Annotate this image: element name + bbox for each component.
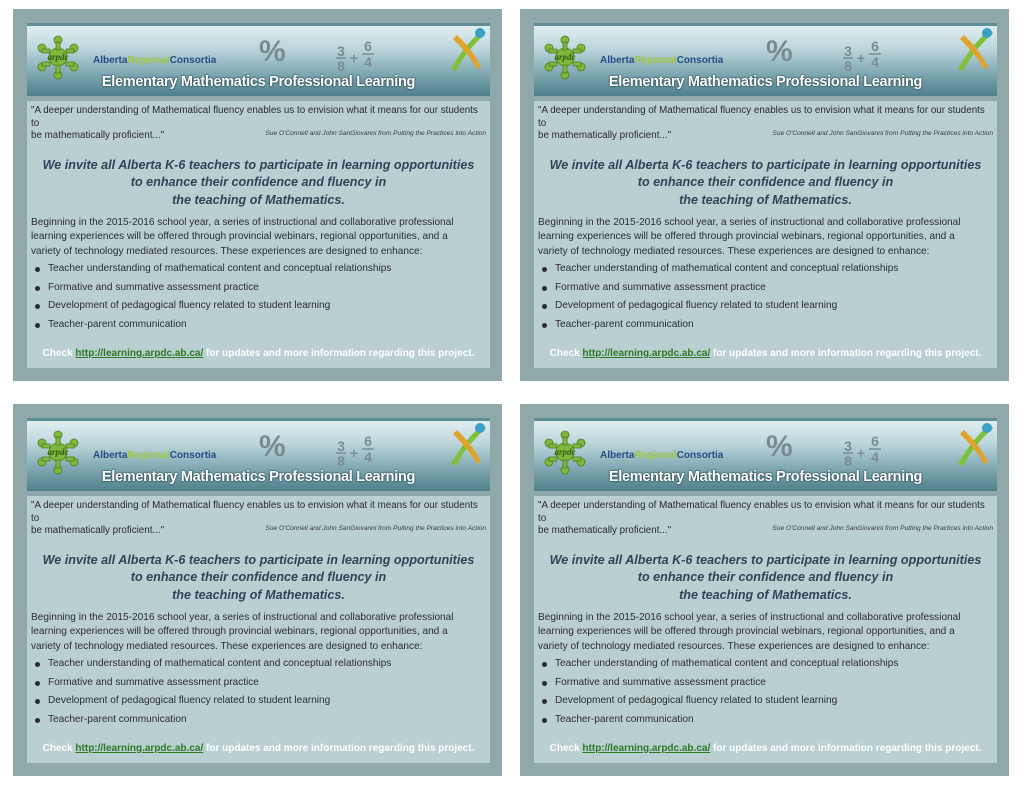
org-name-prefix: Alberta [93, 450, 128, 461]
footer-prefix: Check [42, 743, 76, 754]
goal-list-item [538, 711, 993, 730]
intro-line-1: Beginning in the 2015-2016 school year, a series of instructional and collaborative professional [31, 217, 454, 228]
quote-attribution: Sue O'Connell and John SanGiovanni from Putting the Practices into Action [265, 130, 486, 137]
org-name-mid: Regional [634, 450, 677, 461]
fraction-a-denominator: 8 [844, 58, 852, 73]
invite-line-3: the teaching of Mathematics. [172, 587, 345, 602]
goal-list-item [31, 655, 486, 674]
goal-list-item [31, 279, 486, 298]
org-name-suffix: Consortia [169, 450, 217, 461]
fraction-sum-graphic [335, 39, 383, 73]
fraction-plus: + [349, 445, 359, 461]
goal-list-item [31, 316, 486, 335]
org-name [600, 450, 723, 461]
goal-text: Formative and summative assessment practice [555, 281, 766, 293]
goal-text: Teacher understanding of mathematical content and conceptual relationships [555, 263, 899, 274]
fraction-sum-graphic [842, 434, 890, 468]
goal-list-item [31, 297, 486, 316]
flyer-card [520, 404, 1009, 776]
flyer-banner [534, 418, 997, 491]
org-name-mid: Regional [127, 450, 170, 461]
invite-line-1: We invite all Alberta K-6 teachers to participate in learning opportunities [549, 553, 982, 567]
x-swoosh-logo-icon [952, 25, 996, 71]
goal-text: Formative and summative assessment practice [48, 281, 259, 293]
flyer-banner [27, 418, 490, 491]
goal-list-item [31, 711, 486, 730]
footer-prefix: Check [42, 348, 76, 359]
quote-attribution: Sue O'Connell and John SanGiovanni from Putting the Practices into Action [265, 525, 486, 532]
flyer-body [534, 101, 997, 368]
x-swoosh-logo-icon [952, 420, 996, 466]
banner-title: Elementary Mathematics Professional Learning [101, 469, 416, 485]
goal-text: Teacher understanding of mathematical content and conceptual relationships [555, 658, 899, 669]
footer-suffix: for updates and more information regarding this project. [710, 348, 982, 359]
bullet-dot-icon [542, 286, 547, 291]
footer-suffix: for updates and more information regarding this project. [710, 743, 982, 754]
fraction-a-denominator: 8 [337, 453, 345, 468]
percent-symbol: % [259, 35, 286, 68]
quote-line-1: "A deeper understanding of Mathematical fluency enables us to envision what it means for our students to [538, 105, 985, 129]
goal-text: Teacher-parent communication [555, 714, 694, 726]
project-link[interactable]: http://learning.arpdc.ab.ca/ [75, 348, 204, 359]
invite-line-3: the teaching of Mathematics. [679, 587, 852, 602]
invite-line-2: to enhance their confidence and fluency in [130, 175, 387, 190]
logo-text: arpdc [554, 52, 576, 62]
flyer-card [13, 9, 502, 381]
intro-line-2: learning experiences will be offered through provincial webinars, regional opportunities, and a [31, 626, 448, 638]
flyer-body [534, 496, 997, 763]
bullet-dot-icon [35, 681, 40, 686]
banner-top-stripe [27, 23, 490, 26]
org-name-prefix: Alberta [600, 450, 635, 461]
footer-prefix: Check [549, 348, 583, 359]
invite-line-2: to enhance their confidence and fluency in [637, 570, 894, 585]
org-name [93, 55, 216, 66]
bullet-dot-icon [542, 662, 547, 667]
org-name [93, 450, 216, 461]
goal-text: Teacher-parent communication [555, 319, 694, 331]
fraction-b-numerator: 6 [364, 434, 372, 449]
goal-text: Development of pedagogical fluency related to student learning [555, 695, 838, 707]
invite-line-3: the teaching of Mathematics. [172, 192, 345, 207]
quote-line-2: be mathematically proficient..." [31, 525, 165, 536]
banner-top-stripe [534, 23, 997, 26]
quote-line-2: be mathematically proficient..." [31, 130, 165, 141]
flyer-body [27, 101, 490, 368]
invite-line-3: the teaching of Mathematics. [679, 192, 852, 207]
flyer-body [27, 496, 490, 763]
fraction-sum-graphic [335, 434, 383, 468]
banner-title: Elementary Mathematics Professional Learning [101, 74, 416, 90]
fraction-b-numerator: 6 [871, 434, 879, 449]
org-name-prefix: Alberta [93, 55, 128, 66]
quote-line-1: "A deeper understanding of Mathematical fluency enables us to envision what it means for our students to [538, 500, 985, 524]
footer-suffix: for updates and more information regarding this project. [203, 348, 475, 359]
invitation-heading [27, 157, 490, 209]
goal-text: Formative and summative assessment practice [48, 676, 259, 688]
fraction-b-denominator: 4 [364, 449, 372, 465]
flyer-banner [534, 23, 997, 96]
invite-line-1: We invite all Alberta K-6 teachers to participate in learning opportunities [42, 158, 475, 172]
org-name-suffix: Consortia [169, 55, 217, 66]
invite-line-1: We invite all Alberta K-6 teachers to participate in learning opportunities [42, 553, 475, 567]
fraction-a-numerator: 3 [337, 43, 345, 59]
intro-line-2: learning experiences will be offered through provincial webinars, regional opportunities, and a [31, 231, 448, 243]
logo-text: arpdc [47, 447, 69, 457]
quote-attribution: Sue O'Connell and John SanGiovanni from Putting the Practices into Action [772, 525, 993, 532]
fraction-b-denominator: 4 [871, 449, 879, 465]
bullet-dot-icon [542, 699, 547, 704]
flyer-banner [27, 23, 490, 96]
goals-list [31, 260, 486, 335]
intro-line-3: variety of technology mediated resources. These experiences are designed to enhance: [538, 640, 930, 652]
percent-symbol: % [766, 430, 793, 463]
quote-line-2: be mathematically proficient..." [538, 130, 672, 141]
bullet-dot-icon [542, 304, 547, 309]
banner-top-stripe [534, 418, 997, 421]
intro-line-1: Beginning in the 2015-2016 school year, a series of instructional and collaborative professional [538, 217, 961, 228]
intro-line-1: Beginning in the 2015-2016 school year, a series of instructional and collaborative professional [538, 612, 961, 623]
intro-paragraph [31, 216, 488, 259]
footer-note [534, 348, 997, 359]
invitation-heading [534, 157, 997, 209]
fraction-sum-graphic [842, 39, 890, 73]
goal-list-item [538, 297, 993, 316]
invite-line-2: to enhance their confidence and fluency in [130, 570, 387, 585]
org-name-mid: Regional [127, 55, 170, 66]
logo-text: arpdc [47, 52, 69, 62]
goals-list [538, 260, 993, 335]
project-link[interactable]: http://learning.arpdc.ab.ca/ [582, 743, 711, 754]
logo-text: arpdc [554, 447, 576, 457]
banner-top-stripe [27, 418, 490, 421]
quote-line-1: "A deeper understanding of Mathematical fluency enables us to envision what it means for our students to [31, 105, 478, 129]
percent-symbol: % [766, 35, 793, 68]
quote-line-1: "A deeper understanding of Mathematical fluency enables us to envision what it means for our students to [31, 500, 478, 524]
intro-paragraph [538, 216, 995, 259]
fraction-b-numerator: 6 [364, 39, 372, 54]
quote-attribution: Sue O'Connell and John SanGiovanni from Putting the Practices into Action [772, 130, 993, 137]
bullet-dot-icon [35, 286, 40, 291]
footer-suffix: for updates and more information regarding this project. [203, 743, 475, 754]
intro-line-3: variety of technology mediated resources. These experiences are designed to enhance: [31, 640, 423, 652]
bullet-dot-icon [542, 323, 547, 328]
org-name [600, 55, 723, 66]
banner-title: Elementary Mathematics Professional Learning [608, 74, 923, 90]
fraction-b-denominator: 4 [364, 54, 372, 70]
footer-note [534, 743, 997, 754]
bullet-dot-icon [35, 662, 40, 667]
goal-text: Teacher understanding of mathematical content and conceptual relationships [48, 263, 392, 274]
org-name-prefix: Alberta [600, 55, 635, 66]
bullet-dot-icon [35, 699, 40, 704]
bullet-dot-icon [35, 267, 40, 272]
invitation-heading [27, 552, 490, 604]
goal-text: Teacher-parent communication [48, 714, 187, 726]
intro-line-3: variety of technology mediated resources. These experiences are designed to enhance: [31, 245, 423, 257]
intro-line-1: Beginning in the 2015-2016 school year, a series of instructional and collaborative professional [31, 612, 454, 623]
goal-list-item [538, 692, 993, 711]
invite-line-2: to enhance their confidence and fluency in [637, 175, 894, 190]
org-name-mid: Regional [634, 55, 677, 66]
goal-text: Teacher understanding of mathematical content and conceptual relationships [48, 658, 392, 669]
bullet-dot-icon [35, 304, 40, 309]
fraction-a-denominator: 8 [337, 58, 345, 73]
fraction-b-denominator: 4 [871, 54, 879, 70]
org-name-suffix: Consortia [676, 450, 724, 461]
goal-text: Formative and summative assessment practice [555, 676, 766, 688]
intro-paragraph [538, 611, 995, 654]
intro-paragraph [31, 611, 488, 654]
fraction-a-denominator: 8 [844, 453, 852, 468]
footer-note [27, 348, 490, 359]
goal-list-item [538, 316, 993, 335]
banner-title: Elementary Mathematics Professional Learning [608, 469, 923, 485]
project-link[interactable]: http://learning.arpdc.ab.ca/ [582, 348, 711, 359]
invitation-heading [534, 552, 997, 604]
goal-list-item [31, 674, 486, 693]
bullet-dot-icon [542, 267, 547, 272]
goals-list [31, 655, 486, 730]
x-swoosh-logo-icon [445, 25, 489, 71]
bullet-dot-icon [542, 681, 547, 686]
fraction-a-numerator: 3 [337, 438, 345, 454]
goal-list-item [538, 260, 993, 279]
goal-list-item [538, 279, 993, 298]
fraction-b-numerator: 6 [871, 39, 879, 54]
intro-line-2: learning experiences will be offered through provincial webinars, regional opportunities, and a [538, 626, 955, 638]
goal-text: Development of pedagogical fluency related to student learning [555, 300, 838, 312]
goal-list-item [31, 260, 486, 279]
quote-line-2: be mathematically proficient..." [538, 525, 672, 536]
intro-line-3: variety of technology mediated resources. These experiences are designed to enhance: [538, 245, 930, 257]
goal-text: Teacher-parent communication [48, 319, 187, 331]
fraction-plus: + [349, 50, 359, 66]
fraction-plus: + [856, 50, 866, 66]
x-swoosh-logo-icon [445, 420, 489, 466]
goals-list [538, 655, 993, 730]
percent-symbol: % [259, 430, 286, 463]
footer-note [27, 743, 490, 754]
bullet-dot-icon [542, 718, 547, 723]
fraction-a-numerator: 3 [844, 43, 852, 59]
bullet-dot-icon [35, 718, 40, 723]
goal-text: Development of pedagogical fluency related to student learning [48, 695, 331, 707]
org-name-suffix: Consortia [676, 55, 724, 66]
invite-line-1: We invite all Alberta K-6 teachers to participate in learning opportunities [549, 158, 982, 172]
intro-line-2: learning experiences will be offered through provincial webinars, regional opportunities, and a [538, 231, 955, 243]
bullet-dot-icon [35, 323, 40, 328]
flyer-card [13, 404, 502, 776]
fraction-a-numerator: 3 [844, 438, 852, 454]
project-link[interactable]: http://learning.arpdc.ab.ca/ [75, 743, 204, 754]
goal-list-item [538, 655, 993, 674]
flyer-card [520, 9, 1009, 381]
goal-text: Development of pedagogical fluency related to student learning [48, 300, 331, 312]
fraction-plus: + [856, 445, 866, 461]
footer-prefix: Check [549, 743, 583, 754]
goal-list-item [31, 692, 486, 711]
goal-list-item [538, 674, 993, 693]
